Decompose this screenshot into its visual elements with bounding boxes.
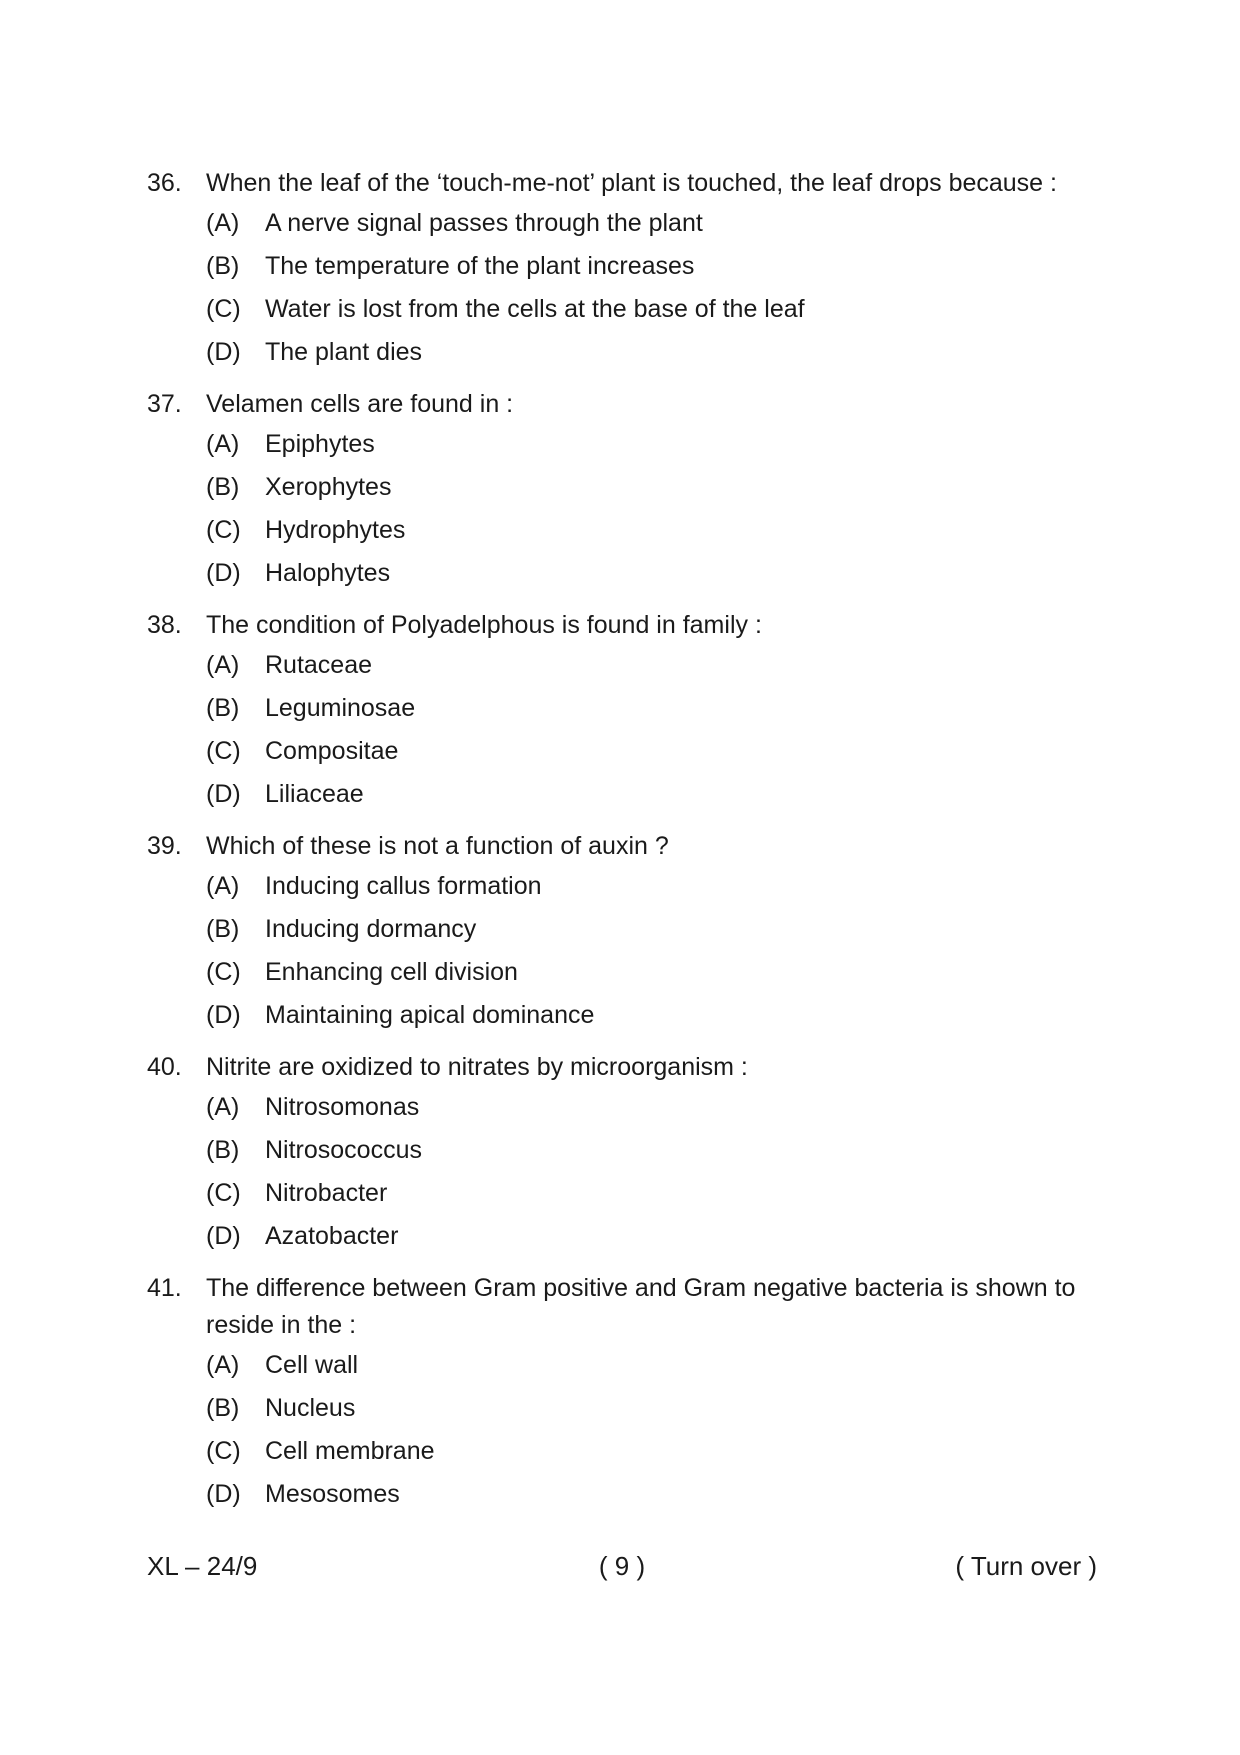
question-number: 36. xyxy=(147,169,182,197)
option-letter: (B) xyxy=(206,915,240,943)
option-letter: (B) xyxy=(206,694,240,722)
option-d xyxy=(206,331,1097,374)
option-d xyxy=(206,994,1097,1037)
option-c xyxy=(206,1430,1097,1473)
option-letter: (C) xyxy=(206,516,241,544)
question-number: 39. xyxy=(147,832,182,860)
page-footer xyxy=(147,1546,1097,1586)
option-text: Leguminosae xyxy=(265,694,416,722)
option-c xyxy=(206,288,1097,331)
option-letter: (C) xyxy=(206,737,241,765)
option-a xyxy=(206,865,1097,908)
option-letter: (D) xyxy=(206,780,241,808)
option-letter: (B) xyxy=(206,1394,240,1422)
option-b xyxy=(206,245,1097,288)
option-letter: (C) xyxy=(206,295,241,323)
question-number: 37. xyxy=(147,390,182,418)
question-37 xyxy=(147,386,1097,595)
option-list xyxy=(206,1086,1097,1258)
option-text: Mesosomes xyxy=(265,1480,400,1508)
option-letter: (B) xyxy=(206,1136,240,1164)
option-text: A nerve signal passes through the plant xyxy=(265,209,703,237)
option-text: Epiphytes xyxy=(265,430,375,458)
option-text: Nitrosococcus xyxy=(265,1136,422,1164)
option-letter: (A) xyxy=(206,209,240,237)
option-text: The plant dies xyxy=(265,338,423,366)
question-36 xyxy=(147,165,1097,374)
option-letter: (D) xyxy=(206,559,241,587)
option-c xyxy=(206,730,1097,773)
option-letter: (A) xyxy=(206,872,240,900)
question-text: The difference between Gram positive and Gram negative bacteria is shown to reside in the : xyxy=(206,1274,1076,1339)
option-a xyxy=(206,423,1097,466)
question-text: Nitrite are oxidized to nitrates by microorganism : xyxy=(206,1053,748,1081)
question-39 xyxy=(147,828,1097,1037)
option-d xyxy=(206,1215,1097,1258)
option-text: Nitrosomonas xyxy=(265,1093,420,1121)
question-41 xyxy=(147,1270,1097,1516)
question-38 xyxy=(147,607,1097,816)
option-b xyxy=(206,1387,1097,1430)
option-list xyxy=(206,423,1097,595)
question-list xyxy=(147,165,1097,1528)
option-list xyxy=(206,865,1097,1037)
question-line xyxy=(147,607,1097,644)
option-d xyxy=(206,552,1097,595)
option-list xyxy=(206,644,1097,816)
question-number: 41. xyxy=(147,1274,182,1302)
option-text: Cell membrane xyxy=(265,1437,435,1465)
option-letter: (C) xyxy=(206,1179,241,1207)
option-a xyxy=(206,202,1097,245)
option-letter: (A) xyxy=(206,1093,240,1121)
option-text: Nucleus xyxy=(265,1394,356,1422)
question-line xyxy=(147,1049,1097,1086)
option-text: Maintaining apical dominance xyxy=(265,1001,595,1029)
question-number: 40. xyxy=(147,1053,182,1081)
option-text: Hydrophytes xyxy=(265,516,406,544)
option-text: Xerophytes xyxy=(265,473,392,501)
option-a xyxy=(206,1344,1097,1387)
option-letter: (D) xyxy=(206,1480,241,1508)
option-b xyxy=(206,466,1097,509)
option-c xyxy=(206,509,1097,552)
option-text: Cell wall xyxy=(265,1351,359,1379)
option-text: Inducing callus formation xyxy=(265,872,542,900)
question-line xyxy=(147,386,1097,423)
question-40 xyxy=(147,1049,1097,1258)
option-text: Enhancing cell division xyxy=(265,958,518,986)
option-letter: (B) xyxy=(206,252,240,280)
page-number: ( 9 ) xyxy=(598,1551,646,1581)
turn-over-note: ( Turn over ) xyxy=(955,1551,1097,1581)
option-text: Azatobacter xyxy=(265,1222,399,1250)
option-a xyxy=(206,1086,1097,1129)
question-text: Which of these is not a function of auxin ? xyxy=(206,832,669,860)
option-letter: (C) xyxy=(206,1437,241,1465)
option-b xyxy=(206,1129,1097,1172)
question-line xyxy=(147,1270,1097,1344)
option-text: Rutaceae xyxy=(265,651,373,679)
question-text: When the leaf of the ‘touch-me-not’ plant is touched, the leaf drops because : xyxy=(206,169,1057,197)
option-text: Compositae xyxy=(265,737,399,765)
option-letter: (D) xyxy=(206,338,241,366)
question-text: Velamen cells are found in : xyxy=(206,390,514,418)
option-list xyxy=(206,202,1097,374)
option-a xyxy=(206,644,1097,687)
option-text: Nitrobacter xyxy=(265,1179,388,1207)
option-text: Water is lost from the cells at the base of the leaf xyxy=(265,295,805,323)
option-c xyxy=(206,951,1097,994)
option-text: Liliaceae xyxy=(265,780,364,808)
option-list xyxy=(206,1344,1097,1516)
question-line xyxy=(147,828,1097,865)
question-line xyxy=(147,165,1097,202)
option-letter: (D) xyxy=(206,1222,241,1250)
option-b xyxy=(206,908,1097,951)
option-d xyxy=(206,1473,1097,1516)
option-d xyxy=(206,773,1097,816)
option-text: Inducing dormancy xyxy=(265,915,477,943)
paper-code: XL – 24/9 xyxy=(147,1551,258,1581)
option-b xyxy=(206,687,1097,730)
option-c xyxy=(206,1172,1097,1215)
option-letter: (A) xyxy=(206,651,240,679)
option-text: Halophytes xyxy=(265,559,391,587)
option-letter: (D) xyxy=(206,1001,241,1029)
question-number: 38. xyxy=(147,611,182,639)
option-text: The temperature of the plant increases xyxy=(265,252,695,280)
option-letter: (C) xyxy=(206,958,241,986)
option-letter: (B) xyxy=(206,473,240,501)
option-letter: (A) xyxy=(206,1351,240,1379)
question-text: The condition of Polyadelphous is found in family : xyxy=(206,611,762,639)
option-letter: (A) xyxy=(206,430,240,458)
